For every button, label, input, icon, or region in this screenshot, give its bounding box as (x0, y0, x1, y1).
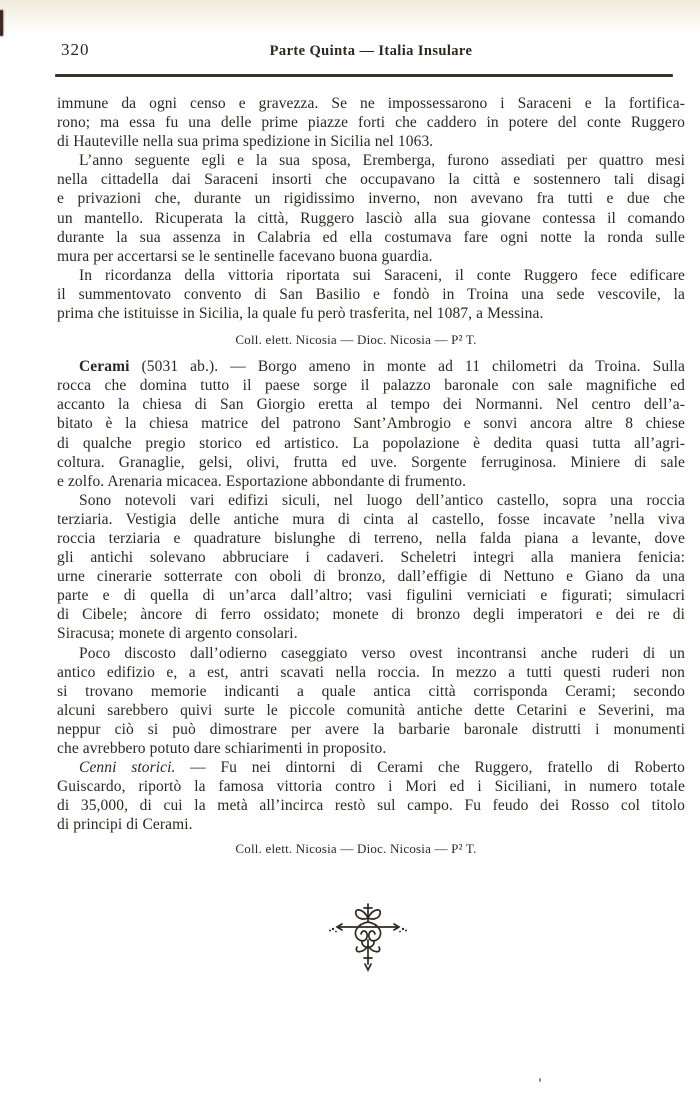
text-line: di principi di Cerami. (57, 816, 193, 834)
text-line: Guiscardo, riportò la famosa vittoria contro i Mori ed i Siciliani, in numero totale (57, 778, 685, 796)
text-line: e privazioni che, durante un rigidissimo inverno, non avevano fra tutti e due che (57, 190, 685, 208)
divider-coll-elett-2: Coll. elett. Nicosia — Dioc. Nicosia — P² T. (235, 841, 477, 857)
text-line: e zolfo. Arenaria micacea. Esportazione abbondante di frumento. (57, 472, 467, 490)
text-line: prima che istituisse in Sicilia, la quale fu però trasferita, nel 1087, a Messina. (57, 305, 544, 323)
text-line: il summentovato convento di San Basilio e fondò in Troina una sede vescovile, la (57, 285, 685, 303)
text-line: Siracusa; monete di argento consolari. (57, 625, 298, 643)
text-line: In ricordanza della vittoria riportata sui Saraceni, il conte Ruggero fece edificare (79, 266, 685, 284)
text-line: coltura. Granaglie, gelsi, olivi, frutta ed uve. Sorgente ferruginosa. Miniere di sale (57, 453, 685, 471)
fleuron-ornament (328, 902, 408, 972)
text-line: terziaria. Vestigia delle antiche mura di cinta al castello, fosse incavate ’nella viva (57, 510, 685, 528)
text-line: Sono notevoli vari edifizi siculi, nel luogo dell’antico castello, sopra una roccia (79, 491, 685, 509)
text-line: si trovano memorie indicanti a quale antica città corrisponda Cerami; secondo (57, 682, 685, 700)
body-text (57, 94, 685, 866)
text-line: urne cinerarie sotterrate con oboli di bronzo, dall’effigie di Nettuno e Giano da una (57, 568, 685, 586)
text-line: roccia terziaria e quadrature bislunghe di terreno, nella falda piana a levante, dove (57, 529, 685, 547)
text-line: di 35,000, di cui la metà all’incirca restò sul campo. Fu feudo dei Rosso col titolo (57, 797, 685, 815)
divider-coll-elett-1: Coll. elett. Nicosia — Dioc. Nicosia — P² T. (235, 332, 477, 348)
text-line: parte e di quella di un’arca dall’altro; vasi figulini verniciati e figurati; simulacri (57, 587, 685, 605)
text-line (57, 357, 685, 376)
scan-edge-artifact (0, 10, 3, 36)
para-poco-discosto (57, 644, 685, 759)
entry-continuation (57, 376, 685, 491)
text-line: L’anno seguente egli e la sua sposa, Eremberga, furono assediati per quattro mesi (79, 152, 685, 170)
text-line (57, 758, 685, 777)
text-line: di qualche pregio storico ed artistico. La popolazione è dedita quasi tutta all’agri- (57, 434, 685, 452)
text-line: neppur ciò si può dimostrare per avere la barbarie baronale distrutti i monumenti (57, 720, 685, 738)
para-in-ricordanza (57, 266, 685, 323)
text-line: immune da ogni censo e gravezza. Se ne impossessarono i Saraceni e la fortifica- (57, 95, 685, 112)
cenni-storici-label: Cenni storici. (79, 759, 176, 777)
para-cenni-storici (57, 758, 685, 834)
text-line: antico edifizio e, a est, antri scavati nella roccia. In mezzo a tutti questi ruderi non (57, 663, 685, 681)
text-line: gli antichi solevano abbruciare i cadaveri. Scheletri integri alla maniera fenicia: (57, 549, 685, 567)
text-line: nella cittadella dai Saraceni insorti che occupavano la città e sostennero tali disagi (57, 171, 685, 189)
text-line: mura per accertarsi se le sentinelle facevano buona guardia. (57, 247, 433, 265)
text-line: che avrebbero potuto dare schiarimenti in proposito. (57, 740, 387, 757)
text-line: un mantello. Ricuperata la città, Ruggero lasciò alla sua giovane contessa il comando (57, 209, 685, 227)
text-line: Poco discosto dall’odierno caseggiato verso ovest incontransi anche ruderi di un (79, 644, 685, 662)
page-number: 320 (61, 40, 90, 59)
text-line: bitato è la chiesa matrice del patrono Sant’Ambrogio e sonvi ancora altre 8 chiese (57, 415, 685, 433)
text-line: di Cibele; àncore di ferro ossidato; monete di bronzo degli imperatori e dei re di (57, 606, 685, 624)
text-line: rono; ma essa fu una delle prime piazze forti che caddero in potere del conte Ruggero (57, 114, 685, 132)
cenni-continuation (57, 777, 685, 834)
header-rule (55, 74, 673, 77)
entry-first-line-rest: (5031 ab.). — Borgo ameno in monte ad 11 chilometri da Troina. Sulla (129, 358, 685, 376)
scan-speck (539, 1078, 541, 1082)
text-line: alcuni sarebbero quivi surte le piccole comunità antiche dette Cetarini e Severini, ma (57, 701, 685, 719)
para-immune (57, 94, 685, 151)
entry-name-cerami: Cerami (79, 358, 130, 376)
para-anno-seguente (57, 151, 685, 266)
text-line: rocca che domina tutto il paese sorge il palazzo baronale con sale magnifiche ed (57, 377, 685, 395)
text-line: durante la sua assenza in Calabria ed ella costumava fare ogni notte la ronda sulle (57, 228, 685, 246)
cenni-first-line-rest: — Fu nei dintorni di Cerami che Ruggero, fratello di Roberto (175, 759, 685, 777)
text-line: accanto la chiesa di San Giorgio eretta al tempo dei Normanni. Nel centro dell’a- (57, 396, 685, 414)
header-title: Parte Quinta — Italia Insulare (269, 43, 473, 59)
text-line: di Hauteville nella sua prima spedizione in Sicilia nel 1063. (57, 133, 434, 151)
para-cerami-entry (57, 357, 685, 491)
para-sono-notevoli (57, 491, 685, 644)
